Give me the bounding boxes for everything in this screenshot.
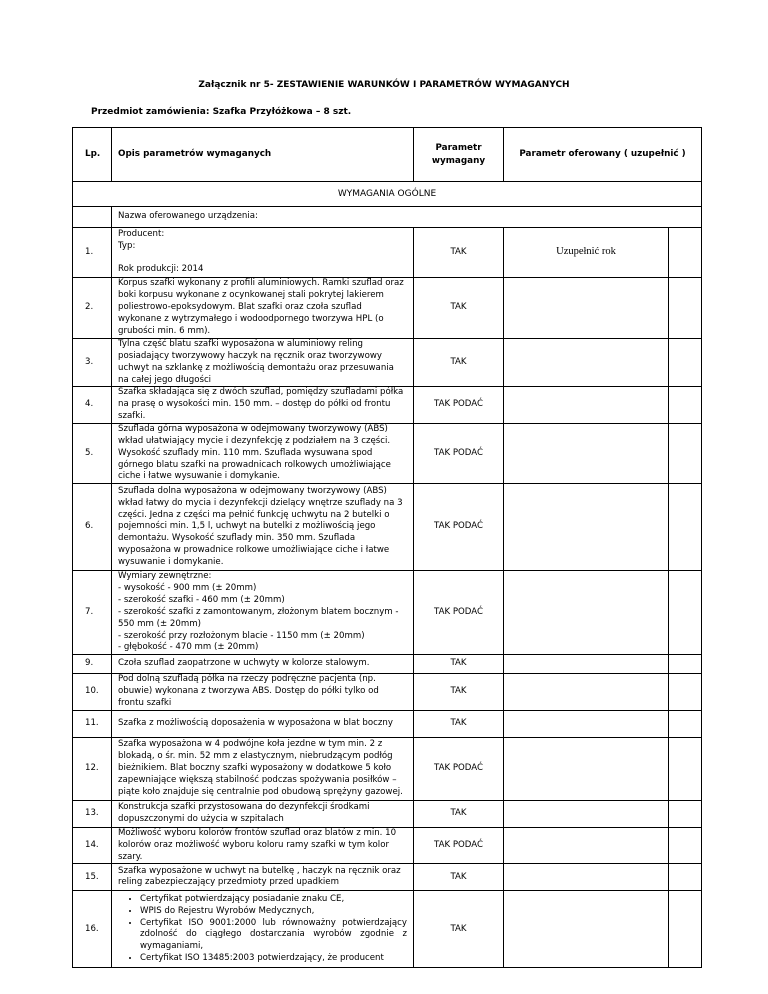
row-offered-value <box>504 278 669 339</box>
row-extra-cell <box>669 710 702 737</box>
description-line <box>118 253 407 265</box>
row-extra-cell <box>669 827 702 864</box>
row-number: 2. <box>73 278 112 339</box>
row-required-value: TAK <box>414 655 504 674</box>
row-description <box>112 571 414 655</box>
row-description: Szuflada dolna wyposażona w odejmowany tworzywowy (ABS) wkład łatwy do mycia i dezynfekcji dzielący wnętrze szuflady na 3 części. Jedna z części ma pełnić funkcję uchwytu na 2 butelki o pojemności min. 1,5 l, uchwyt na butelki z możliwością jego demontażu. Wysokość szuflady min. 350 mm. Szuflada wyposażona w prowadnice rolkowe umożliwiające ciche i łatwe wysuwanie i domykanie. <box>112 484 414 571</box>
header-required <box>414 128 504 182</box>
row-description <box>112 891 414 968</box>
row-description: Szafka z możliwością doposażenia w wyposażona w blat boczny <box>112 710 414 737</box>
table-row <box>73 827 702 864</box>
row-offered-value <box>504 424 669 484</box>
row-description <box>112 228 414 278</box>
row-offered-value: Uzupełnić rok <box>504 228 669 278</box>
row-number: 1. <box>73 228 112 278</box>
description-line: - szerokość szafki - 460 mm (± 20mm) <box>118 595 285 606</box>
row-required-value: TAK PODAĆ <box>414 424 504 484</box>
table-row <box>73 800 702 827</box>
table-row <box>73 339 702 387</box>
row-extra-cell <box>669 571 702 655</box>
row-extra-cell <box>669 424 702 484</box>
table-row <box>73 278 702 339</box>
row-number: 5. <box>73 424 112 484</box>
table-row <box>73 228 702 278</box>
row-extra-cell <box>669 800 702 827</box>
table-row <box>73 571 702 655</box>
table-row <box>73 674 702 711</box>
row-extra-cell <box>669 228 702 278</box>
row-offered-value <box>504 571 669 655</box>
table-header-row <box>73 128 702 182</box>
row-description: Szuflada górna wyposażona w odejmowany tworzywowy (ABS) wkład ułatwiający mycie i dezynfekcję z podziałem na 3 części. Wysokość szuflady min. 110 mm. Szuflada wysuwana spod górnego blatu szafki na prowadnicach rolkowych umożliwiające ciche i łatwe wysuwanie i domykanie. <box>112 424 414 484</box>
row-extra-cell <box>669 737 702 800</box>
row-description: Czoła szuflad zaopatrzone w uchwyty w kolorze stalowym. <box>112 655 414 674</box>
row-offered-value <box>504 800 669 827</box>
row-number: 4. <box>73 387 112 424</box>
table-row <box>73 655 702 674</box>
description-line: Rok produkcji: 2014 <box>118 264 204 275</box>
row-extra-cell <box>669 387 702 424</box>
row-description: Tylna część blatu szafki wyposażona w aluminiowy reling posiadający tworzywowy haczyk na ręcznik oraz tworzywowy uchwyt na szklankę z możliwością demontażu oraz przesuwania na całej jego długości <box>112 339 414 387</box>
header-offered: Parametr oferowany ( uzupełnić ) <box>504 128 702 182</box>
row-description: Możliwość wyboru kolorów frontów szuflad oraz blatów z min. 10 kolorów oraz możliwość wyboru koloru ramy szafki w tym kolor szary. <box>112 827 414 864</box>
row-extra-cell <box>669 339 702 387</box>
row-required-value: TAK <box>414 228 504 278</box>
row-required-value: TAK PODAĆ <box>414 387 504 424</box>
row-required-value: TAK <box>414 339 504 387</box>
table-row <box>73 891 702 968</box>
description-line: - wysokość - 900 mm (± 20mm) <box>118 583 257 594</box>
device-name-lp-cell <box>73 207 112 228</box>
description-line: - szerokość szafki z zamontowanym, złożonym blatem bocznym - 550 mm (± 20mm) <box>118 606 399 629</box>
table-row <box>73 387 702 424</box>
certificate-list <box>118 894 407 965</box>
row-number: 3. <box>73 339 112 387</box>
certificate-item: • Certyfikat potwierdzający posiadanie znaku CE, <box>140 894 407 906</box>
row-required-value: TAK PODAĆ <box>414 571 504 655</box>
row-extra-cell <box>669 484 702 571</box>
certificate-item: • Certyfikat ISO 9001:2000 lub równoważny potwierdzający zdolność do ciągłego dostarczania wyrobów zgodnie z wymaganiami, <box>140 918 407 954</box>
row-description: Szafka składająca się z dwóch szuflad, pomiędzy szufladami półka na prasę o wysokości min. 150 mm. – dostęp do półki od frontu szafki. <box>112 387 414 424</box>
row-description: Szafka wyposażone w uchwyt na butelkę , haczyk na ręcznik oraz reling zabezpieczający przedmioty przed upadkiem <box>112 864 414 891</box>
table-row <box>73 484 702 571</box>
row-description: Pod dolną szufladą półka na rzeczy podręczne pacjenta (np. obuwie) wykonana z tworzywa ABS. Dostęp do półki tylko od frontu szafki <box>112 674 414 711</box>
row-number: 6. <box>73 484 112 571</box>
header-description: Opis parametrów wymaganych <box>112 128 414 182</box>
row-required-value: TAK <box>414 674 504 711</box>
section-row <box>73 182 702 207</box>
row-offered-value <box>504 827 669 864</box>
row-required-value: TAK PODAĆ <box>414 484 504 571</box>
row-required-value: TAK <box>414 864 504 891</box>
row-description: Konstrukcja szafki przystosowana do dezynfekcji środkami dopuszczonymi do użycia w szpitalach <box>112 800 414 827</box>
table-row <box>73 424 702 484</box>
row-extra-cell <box>669 674 702 711</box>
row-extra-cell <box>669 864 702 891</box>
device-name-row <box>73 207 702 228</box>
header-lp: Lp. <box>73 128 112 182</box>
row-number: 16. <box>73 891 112 968</box>
row-required-value: TAK <box>414 891 504 968</box>
row-number: 11. <box>73 710 112 737</box>
row-offered-value <box>504 484 669 571</box>
row-extra-cell <box>669 655 702 674</box>
row-number: 15. <box>73 864 112 891</box>
description-line: - głębokość - 470 mm (± 20mm) <box>118 642 259 653</box>
row-required-value: TAK <box>414 800 504 827</box>
row-offered-value <box>504 387 669 424</box>
row-offered-value <box>504 864 669 891</box>
row-offered-value <box>504 737 669 800</box>
certificate-item: • WPIS do Rejestru Wyrobów Medycznych, <box>140 906 407 918</box>
row-required-value: TAK PODAĆ <box>414 827 504 864</box>
row-extra-cell <box>669 891 702 968</box>
description-line: Typ: <box>118 240 136 251</box>
section-general-requirements: WYMAGANIA OGÓLNE <box>73 182 702 207</box>
row-offered-value <box>504 655 669 674</box>
description-line: - szerokość przy rozłożonym blacie - 1150 mm (± 20mm) <box>118 630 365 641</box>
table-row <box>73 864 702 891</box>
row-extra-cell <box>669 278 702 339</box>
table-row <box>73 737 702 800</box>
description-line: Producent: <box>118 228 165 239</box>
description-line: Wymiary zewnętrzne: <box>118 571 212 582</box>
row-number: 12. <box>73 737 112 800</box>
row-required-value: TAK <box>414 278 504 339</box>
parameters-table <box>72 127 702 968</box>
row-description: Szafka wyposażona w 4 podwójne koła jezdne w tym min. 2 z blokadą, o śr. min. 52 mm z elastycznym, niebrudzącym podłóg bieżnikiem. Blat boczny szafki wyposażony w dodatkowe 5 koło zapewniające większą stabilność podczas spożywania posiłków – piąte koło znajduje się centralnie pod obudową sprężyny gazowej. <box>112 737 414 800</box>
document-title: Załącznik nr 5- ZESTAWIENIE WARUNKÓW I PARAMETRÓW WYMAGANYCH <box>198 80 570 90</box>
header-required-line1: Parametr <box>435 143 482 154</box>
row-offered-value <box>504 339 669 387</box>
procurement-subject: Przedmiot zamówienia: Szafka Przyłóżkowa – 8 szt. <box>91 107 352 117</box>
row-offered-value <box>504 674 669 711</box>
device-name-label: Nazwa oferowanego urządzenia: <box>112 207 702 228</box>
row-number: 13. <box>73 800 112 827</box>
row-description: Korpus szafki wykonany z profili aluminiowych. Ramki szuflad oraz boki korpusu wykonane z ocynkowanej stali pokrytej lakierem poliestrowo-epoksydowym. Blat szafki oraz czoła szuflad wykonane z wytrzymałego i wodoodpornego tworzywa HPL (o grubości min. 6 mm). <box>112 278 414 339</box>
certificate-item: • Certyfikat ISO 13485:2003 potwierdzający, że producent <box>140 953 407 965</box>
row-required-value: TAK PODAĆ <box>414 737 504 800</box>
row-number: 10. <box>73 674 112 711</box>
row-number: 9. <box>73 655 112 674</box>
row-offered-value <box>504 891 669 968</box>
row-number: 14. <box>73 827 112 864</box>
row-required-value: TAK <box>414 710 504 737</box>
header-required-line2: wymagany <box>431 155 486 166</box>
row-number: 7. <box>73 571 112 655</box>
table-row <box>73 710 702 737</box>
row-offered-value <box>504 710 669 737</box>
